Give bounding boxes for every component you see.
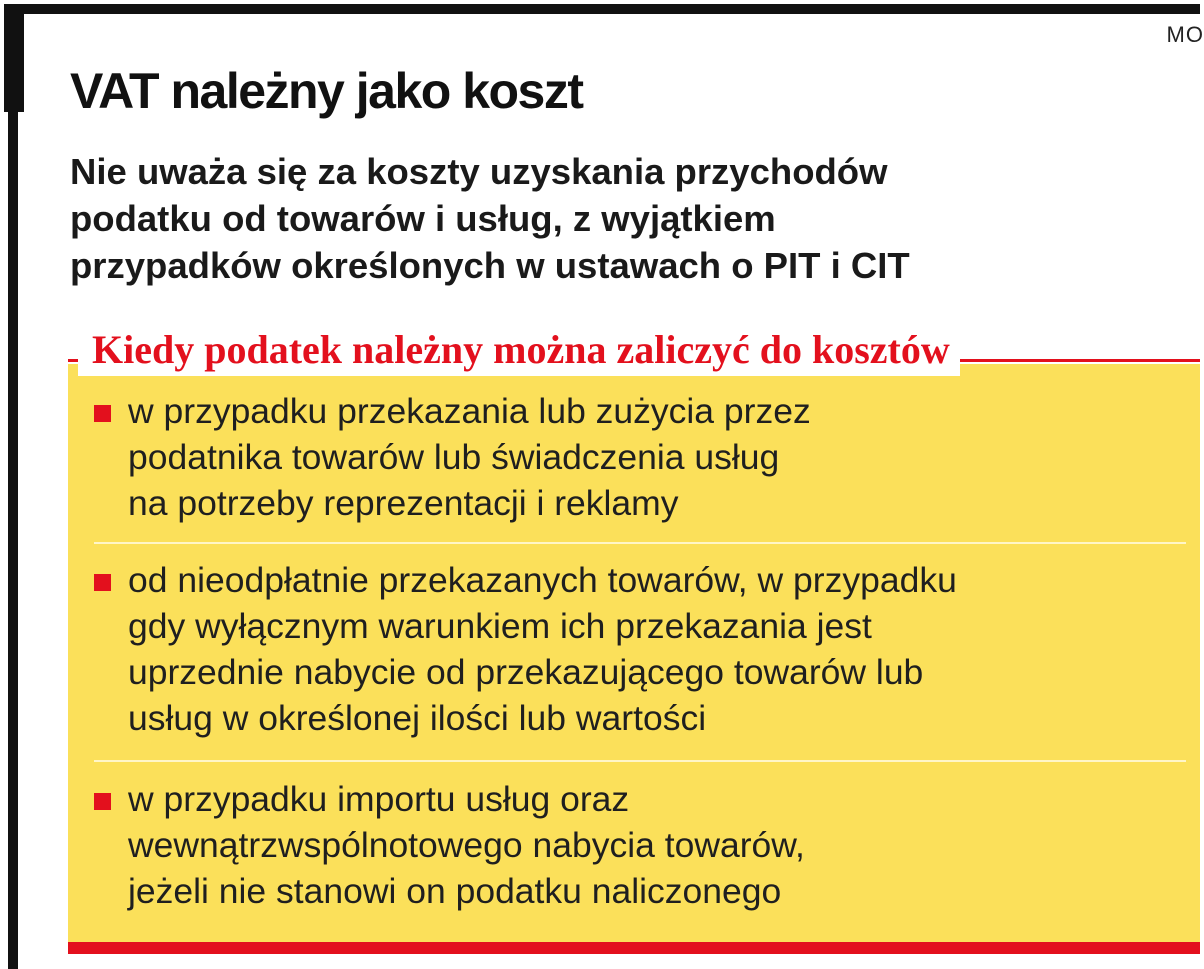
corner-tag: MO — [1166, 22, 1204, 47]
item-divider — [94, 760, 1186, 762]
list-item — [94, 557, 1184, 741]
list-item-line: od nieodpłatnie przekazanych towarów, w przypadku — [128, 560, 957, 600]
list-item — [94, 388, 1184, 526]
list-item-line: na potrzeby reprezentacji i reklamy — [128, 483, 679, 523]
bullet-square-icon — [94, 574, 111, 591]
subtitle-line: podatku od towarów i usług, z wyjątkiem — [70, 198, 776, 239]
subtitle-line: Nie uważa się za koszty uzyskania przychodów — [70, 151, 888, 192]
left-frame-accent — [4, 4, 24, 112]
list-item — [94, 776, 1184, 914]
list-item-text — [128, 388, 1184, 526]
info-box-heading: Kiedy podatek należny można zaliczyć do kosztów — [78, 324, 960, 376]
list-item-text — [128, 557, 1184, 741]
item-divider — [94, 542, 1186, 544]
top-frame-rule — [8, 4, 1200, 14]
list-item-line: w przypadku importu usług oraz — [128, 779, 630, 819]
bullet-square-icon — [94, 793, 111, 810]
left-frame-rule — [8, 4, 18, 969]
list-item-line: usług w określonej ilości lub wartości — [128, 698, 707, 738]
list-item-line: gdy wyłącznym warunkiem ich przekazania jest — [128, 606, 872, 646]
list-item-line: jeżeli nie stanowi on podatku naliczonego — [128, 871, 782, 911]
list-item-line: w przypadku przekazania lub zużycia przez — [128, 391, 811, 431]
bullet-square-icon — [94, 405, 111, 422]
page-title: VAT należny jako koszt — [70, 63, 583, 119]
list-item-line: uprzednie nabycie od przekazującego towarów lub — [128, 652, 924, 692]
list-item-line: podatnika towarów lub świadczenia usług — [128, 437, 780, 477]
subtitle-line: przypadków określonych w ustawach o PIT i CIT — [70, 245, 910, 286]
subtitle — [70, 148, 1150, 289]
list-item-text — [128, 776, 1184, 914]
list-item-line: wewnątrzwspólnotowego nabycia towarów, — [128, 825, 805, 865]
